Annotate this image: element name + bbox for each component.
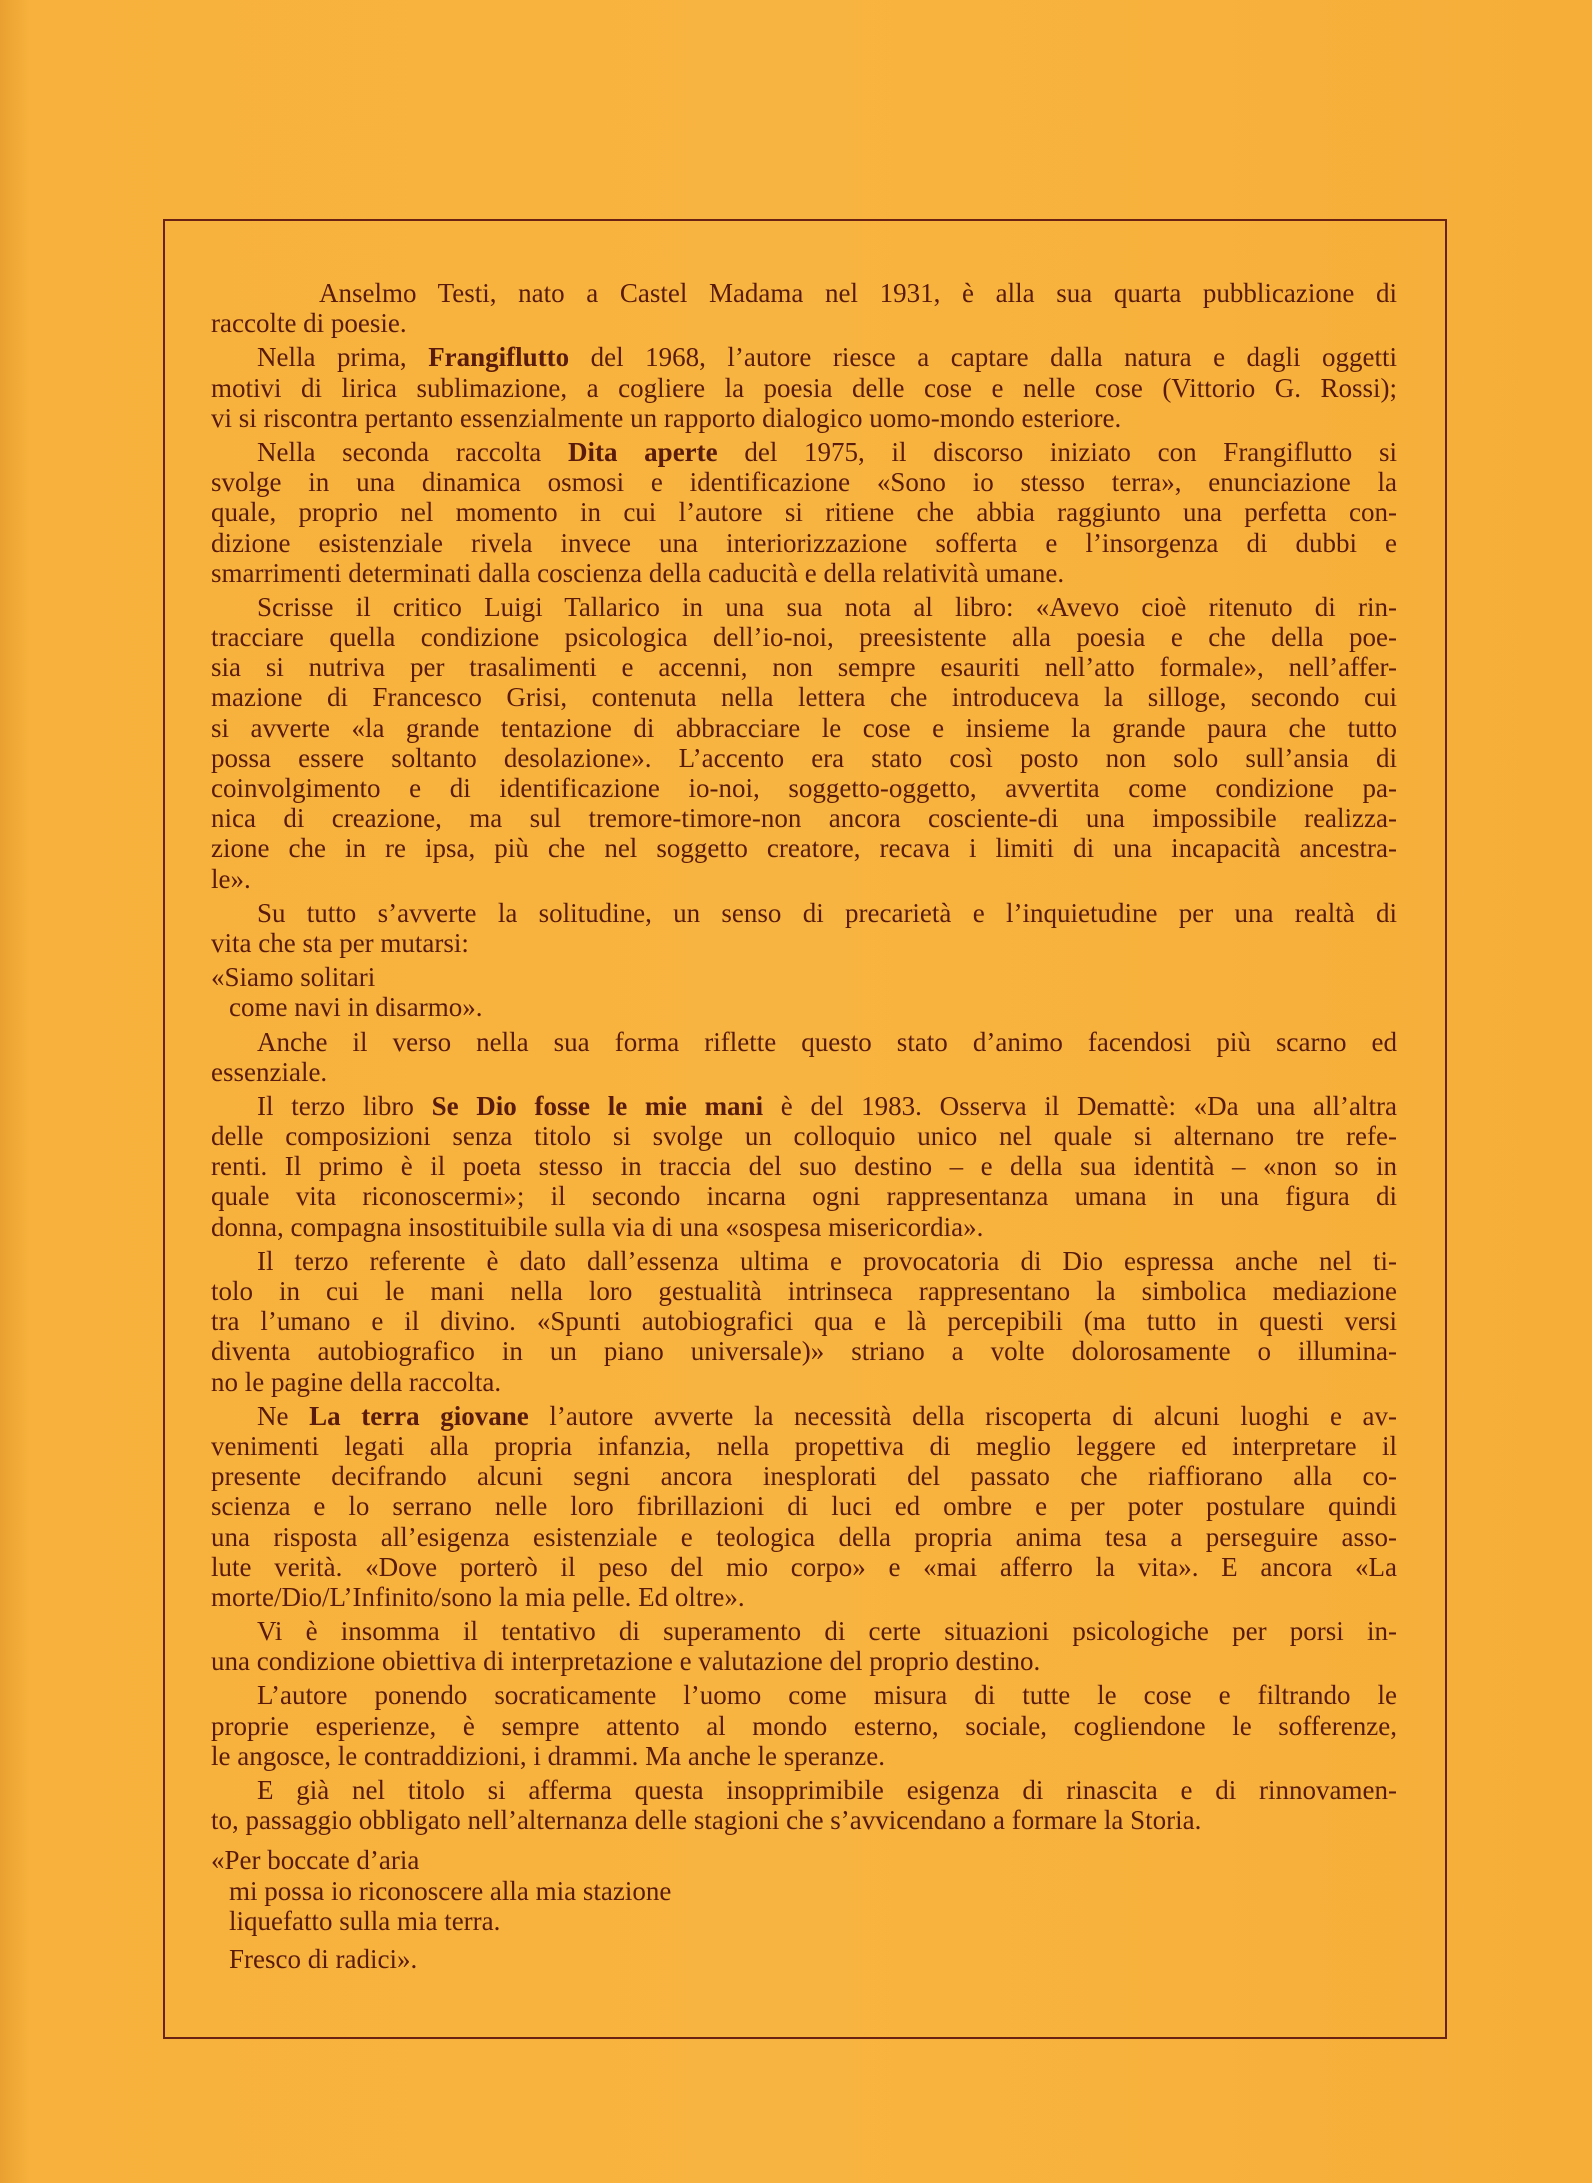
text-line: nica di creazione, ma sul tremore-timore-non ancora cosciente-di una impossibile realizza- <box>211 803 1397 834</box>
text-line: Su tutto s’avverte la solitudine, un senso di precarietà e l’inquietudine per una realtà di <box>257 897 1397 928</box>
text-line: no le pagine della raccolta. <box>211 1366 502 1397</box>
paragraph <box>211 1027 1397 1087</box>
text-line: motivi di lirica sublimazione, a cogliere la poesia delle cose e nelle cose (Vittorio G. Rossi); <box>211 372 1397 403</box>
text-line: donna, compagna insostituibile sulla via di una «sospesa misericordia». <box>211 1211 984 1242</box>
paragraph <box>211 278 1397 338</box>
text-line: possa essere soltanto desolazione». L’accento era stato così posto non solo sull’ansia di <box>211 742 1397 773</box>
text-line: quale, proprio nel momento in cui l’autore si ritiene che abbia raggiunto una perfetta con- <box>211 497 1397 528</box>
text-line: quale vita riconoscermi»; il secondo incarna ogni rappresentanza umana in una figura di <box>211 1181 1397 1212</box>
text-line: proprie esperienze, è sempre attento al mondo esterno, sociale, cogliendone le sofferenze, <box>211 1710 1397 1741</box>
book-title: La terra giovane <box>309 1400 529 1431</box>
text-line <box>211 1091 1397 1121</box>
text-line: «Per boccate d’aria <box>211 1845 420 1876</box>
text-segment: Ne <box>257 1400 310 1431</box>
paragraph <box>211 342 1397 433</box>
text-line: Fresco di radici». <box>229 1943 418 1974</box>
text-segment: è del 1983. Osserva il Demattè: «Da una all’altra <box>763 1090 1397 1121</box>
text-segment: del 1968, l’autore riesce a captare dalla natura e dagli oggetti <box>569 342 1397 373</box>
text-line: renti. Il primo è il poeta stesso in traccia del suo destino – e della sua identità – «non so in <box>211 1151 1397 1182</box>
text-line: «Siamo solitari <box>211 962 376 993</box>
text-line: essenziale. <box>211 1056 328 1087</box>
text-line: le angosce, le contraddizioni, i drammi. Ma anche le speranze. <box>211 1740 885 1771</box>
text-line: to, passaggio obbligato nell’alternanza delle stagioni che s’avvicendano a formare la Storia. <box>211 1805 1202 1836</box>
text-line: tracciare quella condizione psicologica dell’io-noi, preesistente alla poesia e che della poe- <box>211 622 1397 653</box>
paragraph <box>211 1775 1397 1835</box>
text-line: mazione di Francesco Grisi, contenuta nella lettera che introduceva la silloge, secondo cui <box>211 682 1397 713</box>
text-line <box>211 1401 1397 1431</box>
paragraph <box>211 1401 1397 1612</box>
text-line: si avverte «la grande tentazione di abbracciare le cose e insieme la grande paura che tutto <box>211 712 1397 743</box>
text-line: Anche il verso nella sua forma riflette questo stato d’animo facendosi più scarno ed <box>257 1026 1397 1057</box>
text-line: Anselmo Testi, nato a Castel Madama nel 1931, è alla sua quarta pubblicazione di <box>319 278 1397 308</box>
text-segment: Nella prima, <box>257 342 429 373</box>
text-line: zione che in re ipsa, più che nel soggetto creatore, recava i limiti di una incapacità ancestra- <box>211 833 1397 864</box>
book-title: Dita aperte <box>567 436 718 467</box>
text-line: mi possa io riconoscere alla mia stazione <box>229 1875 672 1906</box>
text-line: Scrisse il critico Luigi Tallarico in una sua nota al libro: «Avevo cioè ritenuto di rin- <box>257 591 1397 622</box>
text-line: raccolte di poesie. <box>211 308 407 339</box>
text-segment: Il terzo libro <box>257 1090 432 1121</box>
text-line: presente decifrando alcuni segni ancora inesplorati del passato che riaffiorano alla co- <box>211 1461 1397 1492</box>
text-line: E già nel titolo si afferma questa insopprimibile esigenza di rinascita e di rinnovamen- <box>257 1775 1397 1805</box>
text-line: delle composizioni senza titolo si svolge un colloquio unico nel quale si alternano tre refe- <box>211 1121 1397 1152</box>
text-line: una condizione obiettiva di interpretazione e valutazione del proprio destino. <box>211 1646 1041 1677</box>
text-line: coinvolgimento e di identificazione io-noi, soggetto-oggetto, avvertita come condizione pa- <box>211 773 1397 803</box>
book-title: Frangiflutto <box>428 342 570 373</box>
text-line: svolge in una dinamica osmosi e identificazione «Sono io stesso terra», enunciazione la <box>211 467 1397 498</box>
text-line: smarrimenti determinati dalla coscienza della caducità e della relatività umane. <box>211 557 1065 588</box>
text-line: liquefatto sulla mia terra. <box>229 1905 501 1936</box>
text-line: tra l’umano e il divino. «Spunti autobiografici qua e là percepibili (ma tutto in questi versi <box>211 1306 1397 1337</box>
text-segment: del 1975, il discorso iniziato con Frangiflutto si <box>717 436 1398 467</box>
text-line: morte/Dio/L’Infinito/sono la mia pelle. Ed oltre». <box>211 1581 745 1612</box>
text-line: vita che sta per mutarsi: <box>211 927 469 958</box>
verse-quote <box>211 1845 1397 1974</box>
text-line: come navi in disarmo». <box>229 992 483 1023</box>
text-line <box>211 342 1397 372</box>
text-line: vi si riscontra pertanto essenzialmente un rapporto dialogico uomo-mondo esteriore. <box>211 402 1122 433</box>
paragraph <box>211 1616 1397 1676</box>
text-line: scienza e lo serrano nelle loro fibrillazioni di luci ed ombre e per poter postulare quindi <box>211 1491 1397 1522</box>
paragraph <box>211 898 1397 958</box>
text-line: Il terzo referente è dato dall’essenza ultima e provocatoria di Dio espressa anche nel ti- <box>257 1245 1397 1276</box>
text-line: le». <box>211 863 251 894</box>
book-title: Se Dio fosse le mie mani <box>431 1090 764 1121</box>
text-line: venimenti legati alla propria infanzia, nella propettiva di meglio leggere ed interpretare il <box>211 1430 1397 1461</box>
text-line: L’autore ponendo socraticamente l’uomo come misura di tutte le cose e filtrando le <box>257 1680 1397 1711</box>
text-line: sia si nutriva per trasalimenti e accenni, non sempre esauriti nell’atto formale», nell’affer- <box>211 652 1397 683</box>
text-line <box>211 437 1397 467</box>
text-line: Vi è insomma il tentativo di superamento di certe situazioni psicologiche per porsi in- <box>257 1616 1397 1647</box>
text-line: tolo in cui le mani nella loro gestualità intrinseca rappresentano la simbolica mediazione <box>211 1276 1397 1306</box>
cover-text <box>211 274 1397 1974</box>
text-line: una risposta all’esigenza esistenziale e teologica della propria anima tesa a perseguire asso- <box>211 1521 1397 1552</box>
text-line: diventa autobiografico in un piano universale)» striano a volte dolorosamente o illumina- <box>211 1336 1397 1367</box>
paragraph <box>211 592 1397 894</box>
paragraph <box>211 1246 1397 1397</box>
paragraph <box>211 1091 1397 1242</box>
text-segment: l’autore avverte la necessità della riscoperta di alcuni luoghi e av- <box>528 1400 1398 1431</box>
text-line: lute verità. «Dove porterò il peso del mio corpo» e «mai afferro la vita». E ancora «La <box>211 1551 1397 1582</box>
paragraph <box>211 437 1397 588</box>
paragraph <box>211 1680 1397 1771</box>
verse-quote <box>211 962 1397 1022</box>
text-line: dizione esistenziale rivela invece una interiorizzazione sofferta e l’insorgenza di dubbi e <box>211 527 1397 558</box>
text-segment: Nella seconda raccolta <box>257 436 568 467</box>
